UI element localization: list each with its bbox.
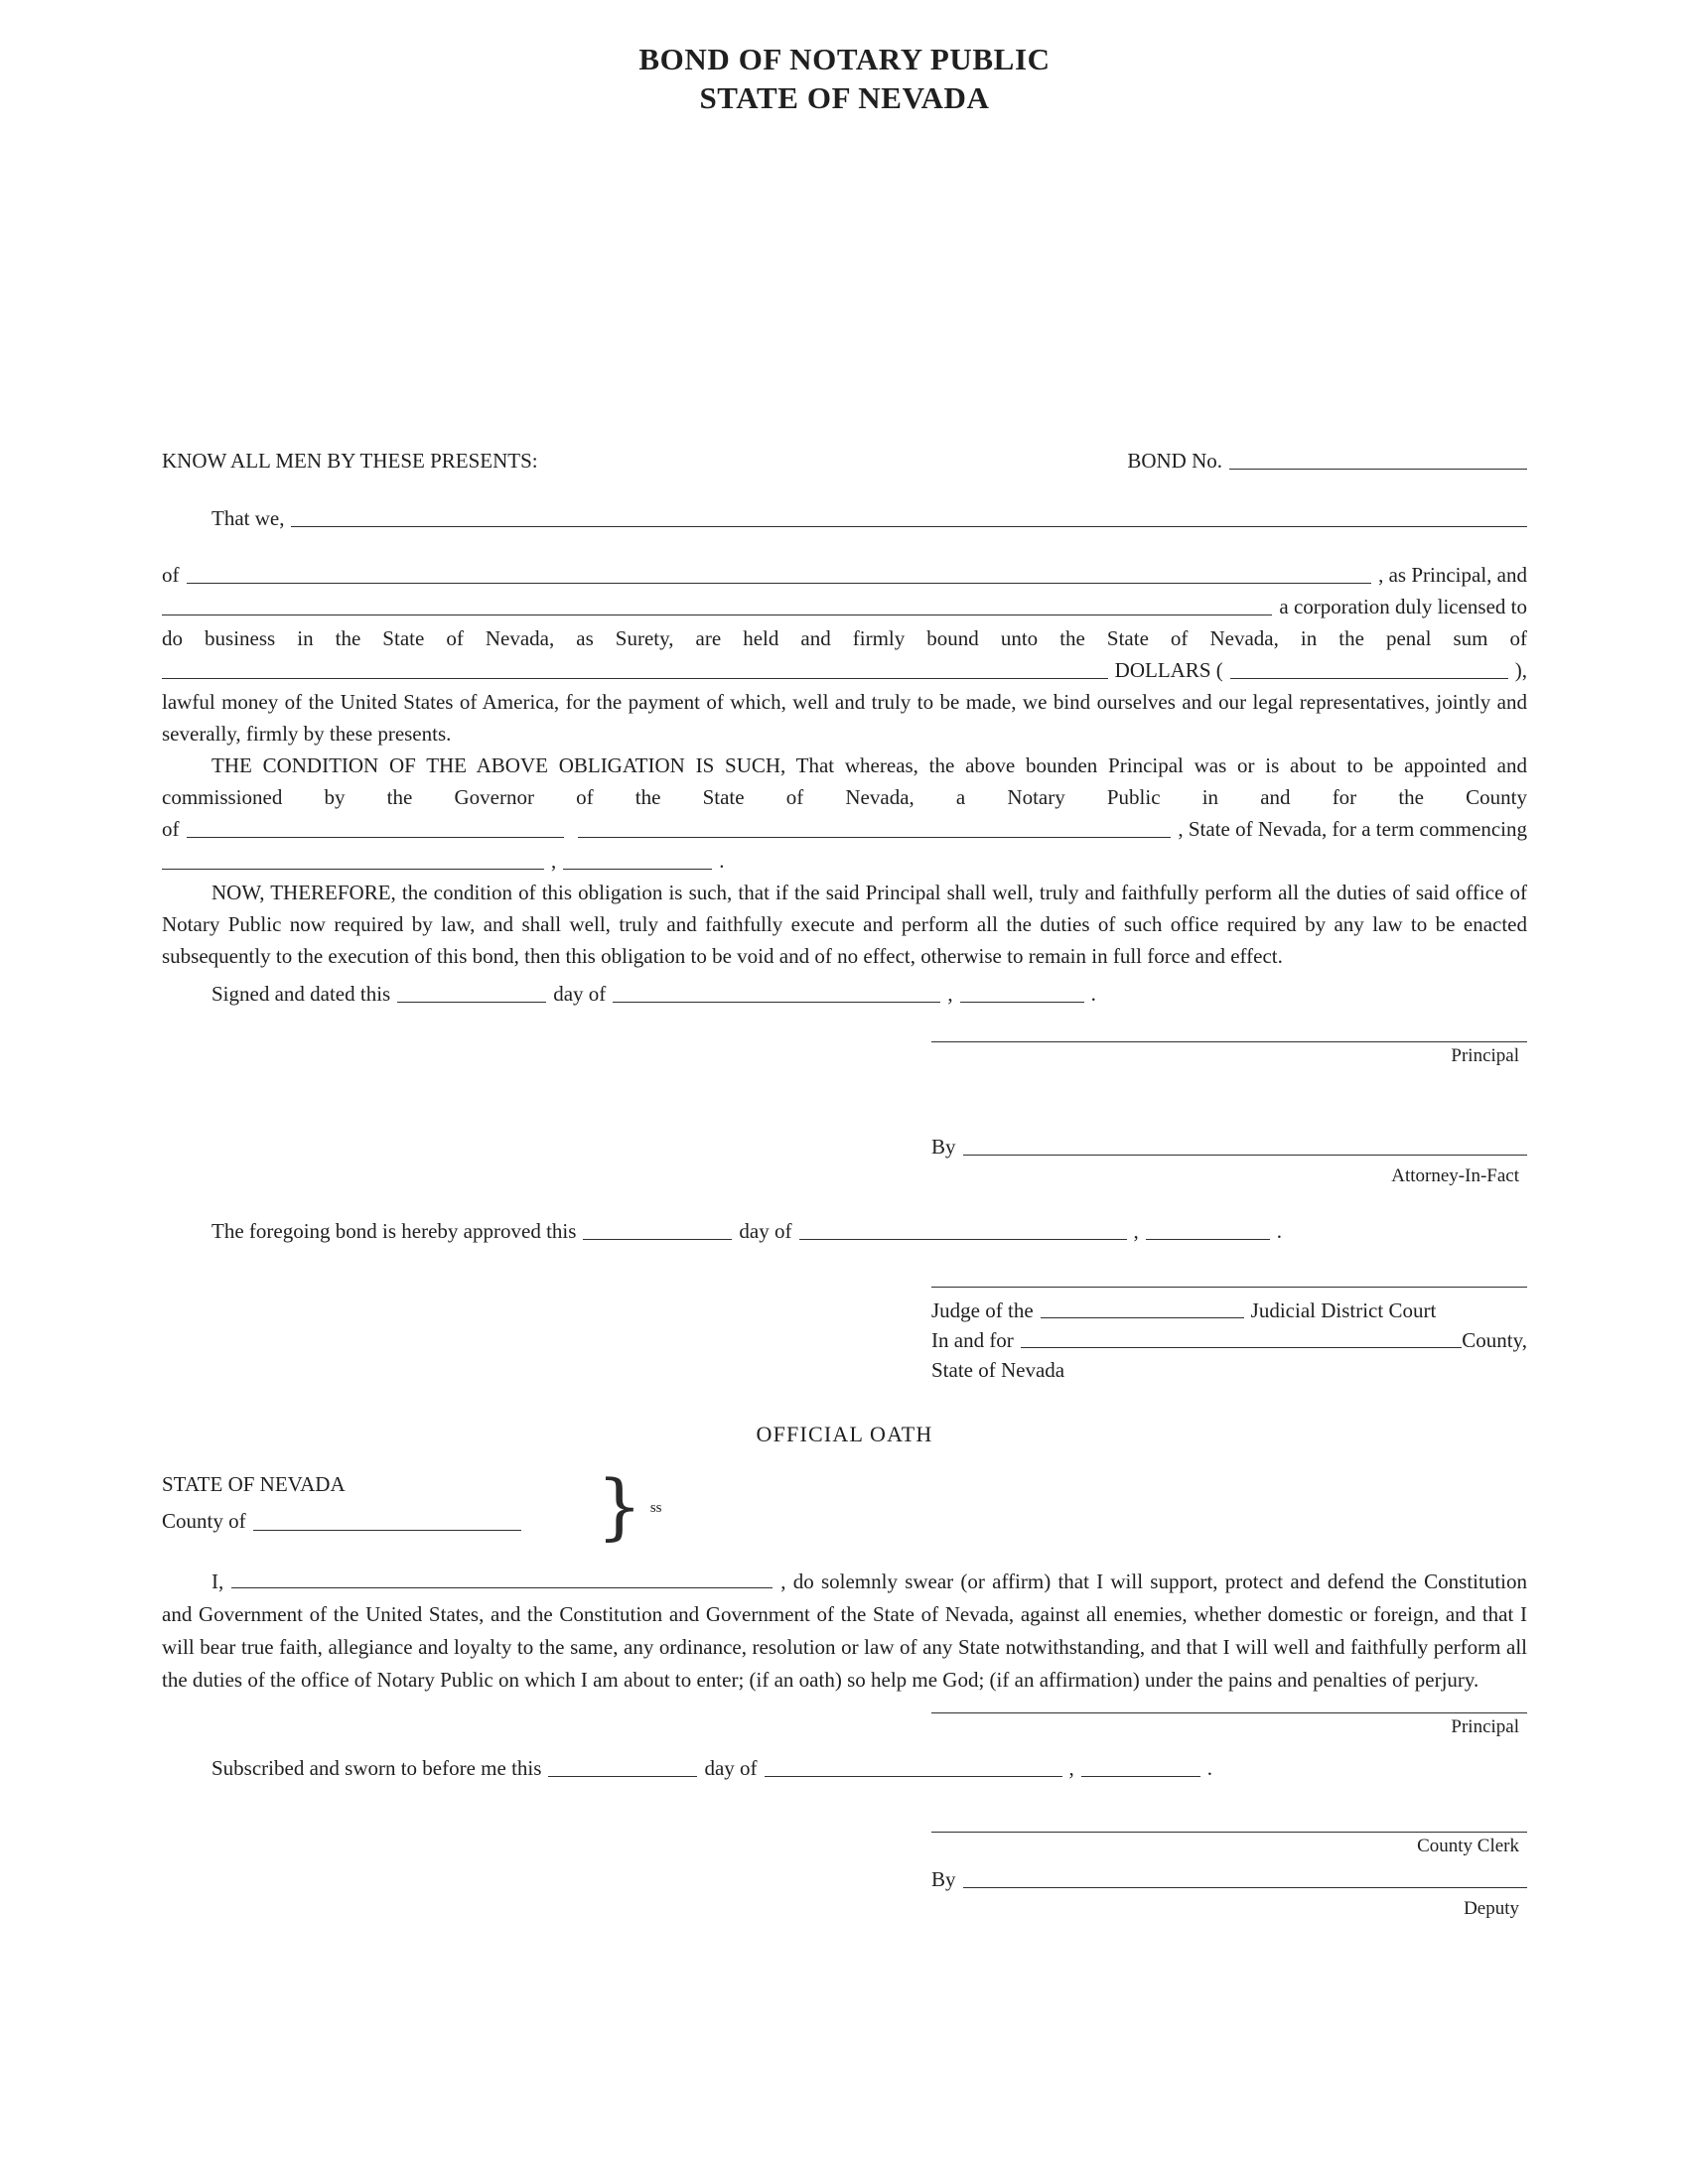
approval-label: The foregoing bond is hereby approved this bbox=[211, 1219, 577, 1243]
title-line-1: BOND OF NOTARY PUBLIC bbox=[638, 42, 1051, 76]
judicial-district-number-field[interactable] bbox=[1041, 1317, 1244, 1318]
venue-left bbox=[162, 1466, 597, 1540]
know-all-heading: KNOW ALL MEN BY THESE PRESENTS: bbox=[162, 449, 538, 473]
deputy-by-row bbox=[931, 1863, 1527, 1895]
subscribed-label: Subscribed and sworn to before me this bbox=[211, 1756, 542, 1780]
dollars-close-label: ), bbox=[1514, 658, 1527, 682]
judge-county-row bbox=[931, 1325, 1527, 1355]
oath-principal-label: Principal bbox=[1451, 1716, 1519, 1737]
signed-dated-label: Signed and dated this bbox=[211, 982, 391, 1006]
now-therefore-paragraph: NOW, THEREFORE, the condition of this obligation is such, that if the said Principal shall well, truly and faithfully perform all the duties of said office of Notary Public now required by law, and shall well, truly and faithfully execute and perform all the duties of such office required by any law to be enacted subsequently to the execution of this bond, then this obligation to be void and of no effect, otherwise to remain in full force and effect. bbox=[162, 881, 1527, 968]
oath-principal-signature-block bbox=[931, 1712, 1527, 1740]
term-period: . bbox=[719, 849, 725, 873]
of-label: of bbox=[162, 563, 180, 587]
subscribed-period: . bbox=[1206, 1756, 1213, 1780]
dollars-row bbox=[162, 654, 1527, 686]
county-row bbox=[162, 813, 1527, 845]
approval-comma: , bbox=[1133, 1219, 1139, 1243]
surety-name-field[interactable] bbox=[162, 614, 1272, 615]
venue-county-row bbox=[162, 1503, 597, 1540]
deputy-label: Deputy bbox=[1464, 1898, 1519, 1919]
bond-no-label: BOND No. bbox=[1127, 449, 1222, 473]
county-name-field[interactable] bbox=[187, 837, 564, 838]
subscribed-comma: , bbox=[1068, 1756, 1074, 1780]
approved-month-field[interactable] bbox=[799, 1239, 1127, 1240]
penal-sum-figures-field[interactable] bbox=[1230, 678, 1508, 679]
that-we-label: That we, bbox=[211, 506, 285, 530]
in-and-for-label: In and for bbox=[931, 1328, 1014, 1352]
condition-paragraph: THE CONDITION OF THE ABOVE OBLIGATION IS SUCH, That whereas, the above bounden Principal was or is about to be appointed and commissioned by the Governor of the State of Nevada, a Notary Public in and for the County bbox=[162, 753, 1527, 809]
judge-of-the-label: Judge of the bbox=[931, 1298, 1034, 1322]
attorney-in-fact-label: Attorney-In-Fact bbox=[1391, 1165, 1519, 1186]
official-oath-heading: OFFICIAL OATH bbox=[756, 1422, 933, 1446]
term-comma: , bbox=[551, 849, 557, 873]
corporation-licensed-label: a corporation duly licensed to bbox=[1279, 595, 1527, 618]
judge-signature-block bbox=[931, 1287, 1527, 1385]
principal-of-row bbox=[162, 559, 1527, 591]
affiant-name-field[interactable] bbox=[231, 1570, 773, 1588]
subscribed-day-field[interactable] bbox=[548, 1776, 697, 1777]
principal-address-field[interactable] bbox=[187, 583, 1372, 584]
form-body bbox=[162, 445, 1527, 1922]
document-title bbox=[162, 40, 1527, 117]
subscribed-year-field[interactable] bbox=[1081, 1776, 1200, 1777]
county-of-label: of bbox=[162, 817, 180, 841]
county-name-field-2[interactable] bbox=[578, 837, 1172, 838]
signed-month-field[interactable] bbox=[613, 1002, 940, 1003]
header-row bbox=[162, 445, 1527, 477]
oath-i-label: I, bbox=[211, 1570, 224, 1593]
signed-comma: , bbox=[947, 982, 953, 1006]
state-term-label: , State of Nevada, for a term commencing bbox=[1178, 817, 1527, 841]
bond-no-field[interactable] bbox=[1229, 469, 1527, 470]
judicial-district-label: Judicial District Court bbox=[1250, 1298, 1437, 1322]
attorney-in-fact-signature-line[interactable] bbox=[963, 1155, 1527, 1156]
signed-year-field[interactable] bbox=[960, 1002, 1084, 1003]
venue-state-label: STATE OF NEVADA bbox=[162, 1472, 346, 1496]
approved-year-field[interactable] bbox=[1146, 1239, 1270, 1240]
that-we-row bbox=[162, 502, 1527, 534]
oath-body-text: , do solemnly swear (or affirm) that I will support, protect and defend the Constitution and Government of the United States, and the Constitution and Government of the State of Nevada, against all enemies, whether domestic or foreign, and that I will bear true faith, allegiance and loyalty to the same, any ordinance, resolution or law of any State notwithstanding, and that I will well and faithfully perform all the duties of the office of Notary Public on which I am about to enter; (if an oath) so help me God; (if an affirmation) under the pains and penalties of perjury. bbox=[162, 1570, 1527, 1692]
principal-label: Principal bbox=[1451, 1045, 1519, 1066]
attorney-signature-block bbox=[931, 1131, 1527, 1189]
approved-day-field[interactable] bbox=[583, 1239, 732, 1240]
judge-signature-line[interactable] bbox=[931, 1287, 1527, 1288]
term-commencing-date-field[interactable] bbox=[162, 869, 544, 870]
judge-title-row bbox=[931, 1296, 1527, 1325]
title-line-2: STATE OF NEVADA bbox=[699, 80, 990, 115]
principal-names-field[interactable] bbox=[291, 526, 1527, 527]
subscribed-row bbox=[162, 1752, 1527, 1784]
as-principal-label: , as Principal, and bbox=[1378, 563, 1527, 587]
clerk-by-label: By bbox=[931, 1867, 956, 1891]
venue-block bbox=[162, 1466, 1527, 1546]
oath-county-field[interactable] bbox=[253, 1530, 521, 1531]
ss-label: ss bbox=[649, 1500, 662, 1516]
deputy-signature-line[interactable] bbox=[963, 1887, 1527, 1888]
principal-signature-block bbox=[931, 1041, 1527, 1069]
venue-brace: } bbox=[597, 1464, 642, 1548]
lawful-money-paragraph: lawful money of the United States of America, for the payment of which, well and truly to be made, we bind ourselves and our legal representatives, jointly and severally, firmly by these presents. bbox=[162, 690, 1527, 746]
judge-county-label: County, bbox=[1462, 1328, 1527, 1352]
subscribed-month-field[interactable] bbox=[765, 1776, 1062, 1777]
approval-row bbox=[162, 1215, 1527, 1247]
term-date-row bbox=[162, 845, 1527, 877]
oath-paragraph bbox=[162, 1566, 1527, 1697]
penal-sum-clause: do business in the State of Nevada, as Surety, are held and firmly bound unto the State of Nevada, in the penal sum of bbox=[162, 626, 1527, 650]
county-clerk-block bbox=[931, 1832, 1527, 1922]
surety-row bbox=[162, 591, 1527, 622]
approval-day-of-label: day of bbox=[739, 1219, 792, 1243]
signed-period: . bbox=[1090, 982, 1096, 1006]
dollars-label: DOLLARS ( bbox=[1114, 658, 1223, 682]
approval-period: . bbox=[1276, 1219, 1282, 1243]
signed-day-of-label: day of bbox=[553, 982, 607, 1006]
signed-dated-row bbox=[162, 978, 1527, 1010]
judge-state-label: State of Nevada bbox=[931, 1358, 1065, 1382]
venue-county-of-label: County of bbox=[162, 1509, 246, 1533]
subscribed-day-of-label: day of bbox=[704, 1756, 758, 1780]
judge-county-field[interactable] bbox=[1021, 1347, 1462, 1348]
penal-sum-words-field[interactable] bbox=[162, 678, 1108, 679]
county-clerk-label: County Clerk bbox=[1417, 1836, 1519, 1856]
signed-day-field[interactable] bbox=[397, 1002, 546, 1003]
attorney-by-row bbox=[931, 1131, 1527, 1162]
by-label: By bbox=[931, 1135, 956, 1159]
term-commencing-year-field[interactable] bbox=[563, 869, 712, 870]
